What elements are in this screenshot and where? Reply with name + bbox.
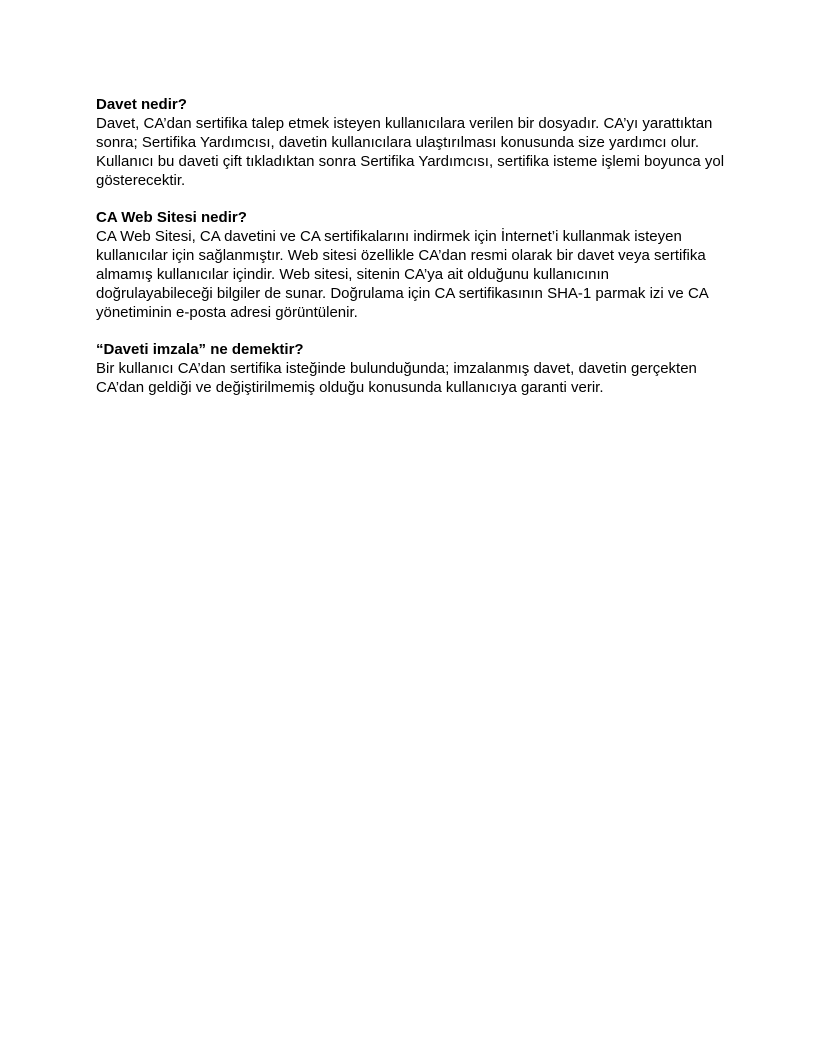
document-page (96, 95, 728, 415)
section-heading: CA Web Sitesi nedir? (96, 209, 247, 226)
section-paragraph: Davet, CA’dan sertifika talep etmek isteyen kullanıcılara verilen bir dosyadır. CA’yı yarattıktan sonra; Sertifika Yardımcısı, davetin kullanıcılara ulaştırılması konusunda size yardımcı olur. Kullanıcı bu daveti çift tıkladıktan sonra Sertifika Yardımcısı, sertifika isteme işlemi boyunca yol gösterecektir. (96, 115, 725, 189)
section-heading: “Daveti imzala” ne demektir? (96, 341, 304, 358)
section-paragraph: Bir kullanıcı CA’dan sertifika isteğinde bulunduğunda; imzalanmış davet, davetin gerçekten CA’dan geldiği ve değiştirilmemiş olduğu konusunda kullanıcıya garanti verir. (96, 360, 697, 396)
section-heading: Davet nedir? (96, 96, 187, 113)
section-paragraph: CA Web Sitesi, CA davetini ve CA sertifikalarını indirmek için İnternet’i kullanmak isteyen kullanıcılar için sağlanmıştır. Web sitesi özellikle CA’dan resmi olarak bir davet veya sertifika almamış kullanıcılar içindir. Web sitesi, sitenin CA’ya ait olduğunu kullanıcının doğrulayabileceği bilgiler de sunar. Doğrulama için CA sertifikasının SHA-1 parmak izi ve CA yönetiminin e-posta adresi görüntülenir. (96, 228, 708, 321)
section-sign-invitation (96, 340, 728, 397)
section-what-is-ca-website (96, 208, 728, 322)
section-what-is-invitation (96, 95, 728, 190)
